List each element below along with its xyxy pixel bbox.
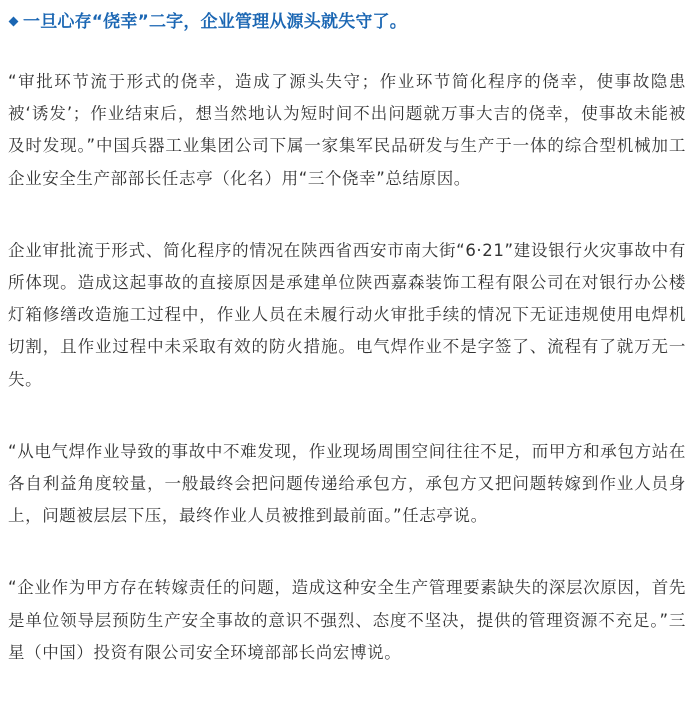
paragraph-3: “从电气焊作业导致的事故中不难发现，作业现场周围空间往往不足，而甲方和承包方站在各自利益角度较量，一般最终会把问题传递给承包方，承包方又把问题转嫁到作业人员身上，问题被层层下压，最终作业人员被推到最前面。”任志亭说。 [8,441,686,526]
paragraph-2: 企业审批流于形式、简化程序的情况在陕西省西安市南大街“6·21”建设银行火灾事故中有所体现。造成这起事故的直接原因是承建单位陕西嘉森装饰工程有限公司在对银行办公楼灯箱修缮改造施工过程中，作业人员在未履行动火审批手续的情况下无证违规使用电焊机切割，且作业过程中未采取有效的防火措施。电气焊作业不是字签了、流程有了就万无一失。 [8,240,686,389]
section-heading-text: 一旦心存“侥幸”二字，企业管理从源头就失守了。 [23,12,407,32]
section-heading [8,9,686,35]
paragraph-4: “企业作为甲方存在转嫁责任的问题，造成这种安全生产管理要素缺失的深层次原因，首先是单位领导层预防生产安全事故的意识不强烈、态度不坚决，提供的管理资源不充足。”三星（中国）投资有限公司安全环境部部长尚宏博说。 [8,578,686,662]
paragraph-1: “审批环节流于形式的侥幸，造成了源头失守；作业环节简化程序的侥幸，使事故隐患被‘诱发’；作业结束后，想当然地认为短时间不出问题就万事大吉的侥幸，使事故未能被及时发现。”中国兵器工业集团公司下属一家集军民品研发与生产于一体的综合型机械加工企业安全生产部部长任志亭（化名）用“三个侥幸”总结原因。 [8,72,686,188]
article [8,9,686,709]
diamond-bullet-icon [9,16,19,26]
